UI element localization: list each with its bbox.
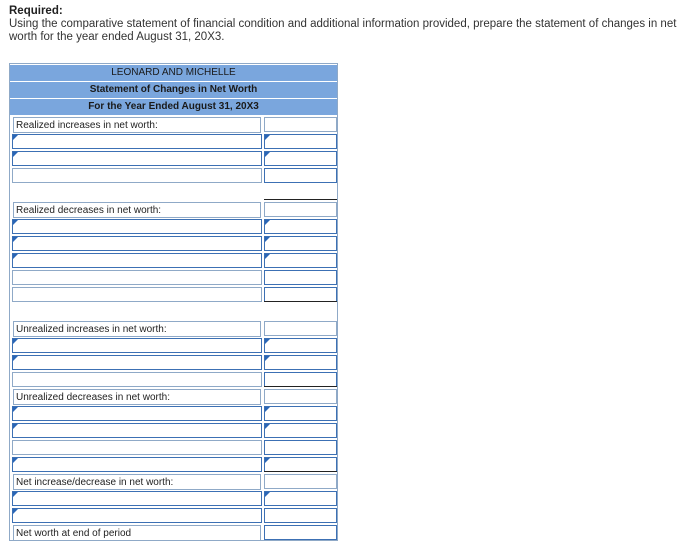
entry-row [10, 133, 337, 149]
instructions-text: Using the comparative statement of financial condition and additional information provided, prepare the statement of changes in net worth for the year ended August 31, 20X3. [9, 18, 677, 43]
amount-input[interactable] [264, 151, 337, 166]
amount-cell [264, 117, 337, 132]
subtotal-rule [264, 301, 337, 302]
dropdown-indicator-icon [265, 237, 270, 242]
entry-row [10, 354, 337, 370]
amount-input[interactable] [264, 219, 337, 234]
subtotal-input[interactable] [264, 287, 337, 302]
entry-row [10, 150, 337, 166]
description-input[interactable] [12, 457, 262, 472]
description-input[interactable] [12, 406, 262, 421]
amount-input[interactable] [264, 338, 337, 353]
subtotal-row [10, 286, 337, 302]
amount-input[interactable] [264, 355, 337, 370]
entry-row [10, 405, 337, 421]
blank-cell [12, 372, 262, 387]
subtotal-input[interactable] [264, 168, 337, 183]
amount-input[interactable] [264, 457, 337, 472]
subtotal-row [10, 439, 337, 455]
description-input[interactable] [12, 134, 262, 149]
section-row-unrealized-decreases [10, 388, 337, 404]
instructions [9, 5, 691, 44]
dropdown-indicator-icon [265, 254, 270, 259]
dropdown-indicator-icon [13, 152, 18, 157]
description-input[interactable] [12, 491, 262, 506]
ending-net-worth-input[interactable] [264, 525, 337, 540]
amount-cell [264, 202, 337, 217]
amount-input[interactable] [264, 491, 337, 506]
section-label-unrealized-decreases: Unrealized decreases in net worth: [13, 389, 261, 405]
amount-cell [264, 389, 337, 404]
blank-cell [12, 168, 262, 183]
dropdown-indicator-icon [265, 407, 270, 412]
description-input[interactable] [12, 151, 262, 166]
subtotal-input[interactable] [264, 440, 337, 455]
subtotal-rule [264, 386, 337, 387]
dropdown-indicator-icon [13, 509, 18, 514]
dropdown-indicator-icon [13, 458, 18, 463]
dropdown-indicator-icon [13, 492, 18, 497]
blank-cell [12, 270, 262, 285]
dropdown-indicator-icon [265, 339, 270, 344]
dropdown-indicator-icon [13, 356, 18, 361]
subtotal-input[interactable] [264, 270, 337, 285]
description-input[interactable] [12, 219, 262, 234]
statement-name: LEONARD AND MICHELLE [10, 65, 337, 81]
subtotal-row [10, 371, 337, 387]
statement-period: For the Year Ended August 31, 20X3 [10, 99, 337, 115]
dropdown-indicator-icon [13, 424, 18, 429]
section-label-realized-decreases: Realized decreases in net worth: [13, 202, 261, 218]
description-input[interactable] [12, 508, 262, 523]
description-input[interactable] [12, 236, 262, 251]
amount-input[interactable] [264, 423, 337, 438]
section-row-realized-increases [10, 116, 337, 132]
section-label-realized-increases: Realized increases in net worth: [13, 117, 261, 133]
section-label-ending: Net worth at end of period [13, 525, 261, 541]
amount-cell [264, 321, 337, 336]
dropdown-indicator-icon [13, 254, 18, 259]
entry-row [10, 218, 337, 234]
dropdown-indicator-icon [265, 152, 270, 157]
section-row-net-change [10, 473, 337, 489]
subtotal-row [10, 269, 337, 285]
section-label-net-change: Net increase/decrease in net worth: [13, 474, 261, 490]
description-input[interactable] [12, 253, 262, 268]
entry-row [10, 456, 337, 472]
subtotal-rule [264, 199, 337, 200]
amount-input[interactable] [264, 236, 337, 251]
amount-input[interactable] [264, 134, 337, 149]
dropdown-indicator-icon [13, 237, 18, 242]
amount-input[interactable] [264, 406, 337, 421]
section-row-ending [10, 524, 337, 540]
dropdown-indicator-icon [13, 339, 18, 344]
section-row-unrealized-increases [10, 320, 337, 336]
dropdown-indicator-icon [13, 135, 18, 140]
description-input[interactable] [12, 423, 262, 438]
subtotal-input[interactable] [264, 372, 337, 387]
subtotal-row [10, 167, 337, 183]
statement-table [9, 63, 338, 541]
entry-row [10, 235, 337, 251]
dropdown-indicator-icon [13, 220, 18, 225]
section-row-realized-decreases [10, 201, 337, 217]
dropdown-indicator-icon [265, 458, 270, 463]
required-label: Required: [9, 5, 63, 17]
dropdown-indicator-icon [265, 220, 270, 225]
section-label-unrealized-increases: Unrealized increases in net worth: [13, 321, 261, 337]
dropdown-indicator-icon [265, 356, 270, 361]
amount-cell [264, 474, 337, 489]
subtotal-rule [264, 471, 337, 472]
entry-row [10, 490, 337, 506]
dropdown-indicator-icon [265, 135, 270, 140]
amount-input[interactable] [264, 253, 337, 268]
dropdown-indicator-icon [265, 424, 270, 429]
description-input[interactable] [12, 355, 262, 370]
entry-row [10, 422, 337, 438]
entry-row [10, 252, 337, 268]
entry-row [10, 507, 337, 523]
description-input[interactable] [12, 338, 262, 353]
dropdown-indicator-icon [265, 492, 270, 497]
blank-cell [12, 287, 262, 302]
amount-input[interactable] [264, 508, 337, 523]
dropdown-indicator-icon [13, 407, 18, 412]
blank-cell [12, 440, 262, 455]
statement-title: Statement of Changes in Net Worth [10, 82, 337, 98]
entry-row [10, 337, 337, 353]
